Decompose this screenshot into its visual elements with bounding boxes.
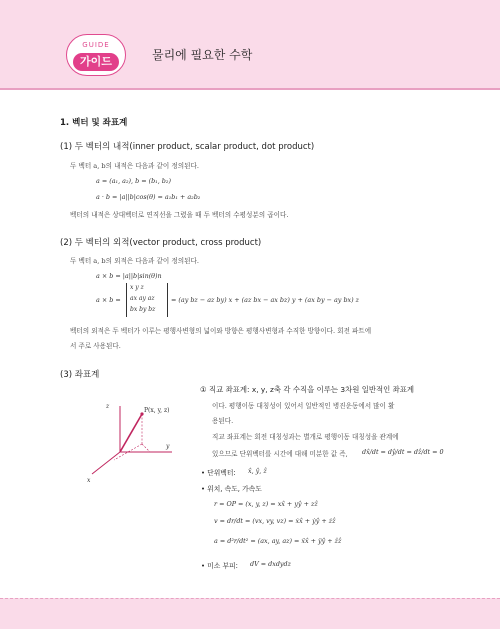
determinant-row-3: bx by bz	[130, 306, 156, 313]
footer-divider	[0, 598, 500, 599]
badge-top-label: GUIDE	[82, 41, 110, 49]
point-p-label: P(x, y, z)	[144, 407, 170, 414]
acceleration-equation: a = d²r/dt² = (ax, ay, az) = ẍx̂ + ÿŷ + z̈ẑ	[214, 537, 342, 545]
cross-product-heading: (2) 두 벡터의 외적(vector product, cross product)	[60, 238, 262, 248]
cartesian-line-4: 직교 좌표계는 회전 대칭성과는 별개로 평행이동 대칭성을 관계에	[212, 433, 399, 441]
volume-element-equation: dV = dxdydz	[250, 560, 291, 568]
determinant-left-bar	[126, 283, 128, 317]
cartesian-line-2: 이다. 평행이동 대칭성이 있어서 일반적인 병진운동에서 많이 활	[212, 402, 395, 410]
coordinate-heading: (3) 좌표계	[60, 370, 100, 380]
pva-label: • 위치, 속도, 가속도	[201, 485, 262, 493]
cross-product-note-2: 서 주로 사용된다.	[70, 342, 121, 350]
volume-element-label: • 미소 부피:	[201, 562, 238, 570]
velocity-equation: v = dr/dt = (vx, vy, vz) = ẋx̂ + ẏŷ + żẑ	[214, 517, 336, 525]
inner-product-eq1: a = (a₁, a₂), b = (b₁, b₂)	[96, 177, 171, 185]
inner-product-eq2: a · b = |a||b|cos(θ) = a₁b₁ + a₂b₂	[96, 193, 201, 201]
unit-vector-label: • 단위벡터:	[201, 469, 236, 477]
cross-product-eq1: a × b = |a||b|sin(θ)n	[96, 272, 162, 280]
inner-product-note: 벡터의 내적은 상대벡터로 연직선을 그렸을 때 두 벡터의 수평성분의 곱이다.	[70, 211, 289, 219]
x-axis-label: x	[87, 477, 91, 484]
cartesian-line-3: 용된다.	[212, 417, 234, 425]
cartesian-title: ① 직교 좌표계: x, y, z축 각 수직을 이루는 3차원 일반적인 좌표계	[200, 385, 415, 394]
section-heading: 1. 벡터 및 좌표계	[60, 118, 128, 128]
header-divider	[0, 88, 500, 90]
page-title: 물리에 필요한 수학	[152, 48, 253, 62]
x-axis	[92, 452, 120, 474]
y-axis-label: y	[166, 443, 170, 450]
determinant-row-2: ax ay az	[130, 295, 155, 302]
cartesian-axes-figure	[84, 394, 194, 486]
cross-product-eq2-rhs: = (ay bz − az by) x + (az bx − ax bz) y + (ax by − ay bx) z	[171, 296, 360, 304]
determinant-right-bar	[167, 283, 169, 317]
position-equation: r = OP = (x, y, z) = xx̂ + yŷ + zẑ	[214, 500, 318, 508]
cartesian-line-5: 있으므로 단위벡터를 시간에 대해 미분한 값 즉,	[212, 450, 348, 458]
unit-derivative-equation: dx̂/dt = dŷ/dt = dẑ/dt = 0	[362, 448, 444, 456]
position-vector	[120, 414, 142, 452]
cross-product-note-1: 벡터의 외적은 두 벡터가 이루는 평행사변형의 넓이와 방향은 평행사변형과 수직한 방향이다. 회전 파트에	[70, 327, 372, 335]
projection-line-y	[142, 444, 150, 452]
footer-band	[0, 598, 500, 629]
unit-vector-equation: x̂, ŷ, ẑ	[248, 467, 267, 475]
inner-product-intro: 두 벡터 a, b의 내적은 다음과 같이 정의된다.	[70, 162, 199, 170]
badge-main-label: 가이드	[73, 53, 119, 71]
guide-badge	[66, 34, 126, 76]
determinant-row-1: x y z	[130, 284, 144, 291]
cross-product-eq2-lhs: a × b =	[96, 296, 121, 304]
z-axis-label: z	[106, 403, 110, 410]
cross-product-intro: 두 벡터 a, b의 외적은 다음과 같이 정의된다.	[70, 257, 199, 265]
inner-product-heading: (1) 두 벡터의 내적(inner product, scalar product, dot product)	[60, 142, 315, 152]
